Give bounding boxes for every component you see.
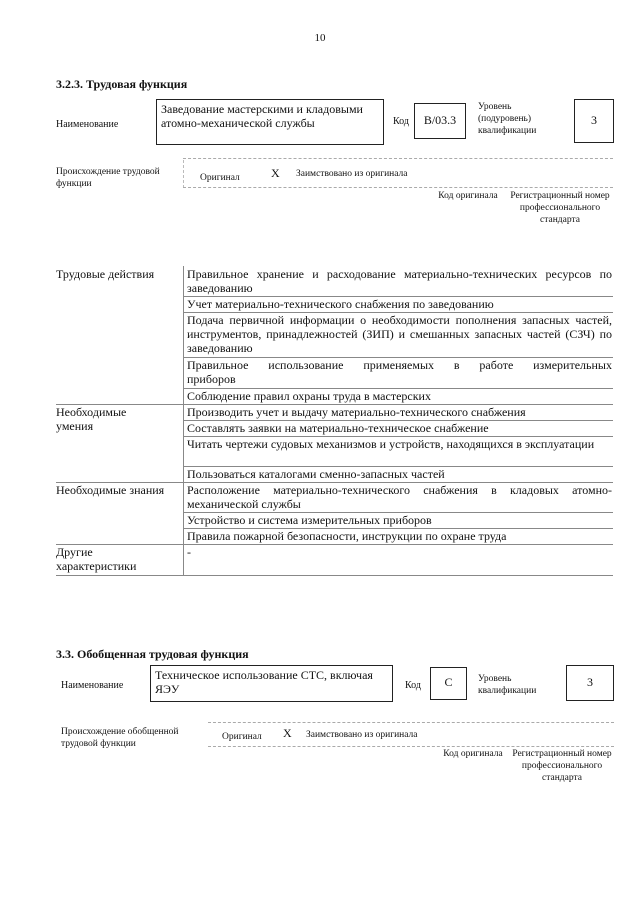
skills-label: Необходимые умения — [56, 405, 127, 433]
reg-number-label: Регистрационный номер профессионального стандарта — [512, 749, 612, 783]
borrowed-label: Заимствовано из оригинала — [296, 169, 408, 179]
code-box: B/03.3 — [414, 103, 466, 139]
name-label: Наименование — [61, 680, 124, 691]
labor-action-item: Подача первичной информации о необходимости пополнения запасных частей, инструментов, принадлежностей (ЗИП) и смешанных запасных частей (СЗЧ) по заведованию — [187, 313, 612, 355]
origin-bottom-rule — [208, 746, 614, 747]
labor-action-item: Учет материально-технического снабжения по заведованию — [187, 297, 494, 311]
name-label: Наименование — [56, 119, 119, 130]
origin-top-rule — [183, 158, 613, 159]
code-label: Код — [393, 116, 409, 127]
code-original-label: Код оригинала — [438, 191, 498, 201]
code-label: Код — [405, 680, 421, 691]
original-label: Оригинал — [222, 732, 262, 742]
skill-item: Производить учет и выдачу материально-технического снабжения — [187, 405, 526, 419]
other-label: Другие характеристики — [56, 545, 137, 573]
labor-action-item: Правильное использование применяемых в работе измерительных приборов — [187, 358, 612, 386]
reg-number-label: Регистрационный номер профессионального стандарта — [510, 191, 610, 225]
code-box: C — [430, 667, 467, 700]
section-heading: 3.3. Обобщенная трудовая функция — [56, 647, 249, 661]
table-bottom-rule — [56, 575, 613, 576]
level-box: 3 — [566, 665, 614, 701]
origin-top-rule — [208, 722, 614, 723]
borrowed-label: Заимствовано из оригинала — [306, 730, 418, 740]
level-box: 3 — [574, 99, 614, 143]
original-mark: X — [271, 166, 280, 180]
labor-actions-label: Трудовые действия — [56, 267, 155, 281]
function-name-box: Заведование мастерскими и кладовыми атомно-механической службы — [156, 99, 384, 145]
section-heading: 3.2.3. Трудовая функция — [56, 77, 188, 91]
level-label: Уровень квалификации — [478, 674, 537, 696]
origin-label: Происхождение трудовой функции — [56, 167, 160, 189]
knowledge-item: Устройство и система измерительных приборов — [187, 513, 432, 527]
skill-item: Пользоваться каталогами сменно-запасных частей — [187, 467, 445, 481]
function-name-box: Техническое использование СТС, включая ЯЭУ — [150, 665, 393, 702]
page-number: 10 — [314, 32, 326, 44]
level-label: Уровень (подуровень) квалификации — [478, 102, 537, 136]
origin-label: Происхождение обобщенной трудовой функции — [61, 727, 179, 749]
original-label: Оригинал — [200, 173, 240, 183]
labor-action-item: Правильное хранение и расходование материально-технических ресурсов по заведованию — [187, 267, 612, 295]
labor-action-item: Соблюдение правил охраны труда в мастерских — [187, 389, 431, 403]
knowledge-item: Расположение материально-технического снабжения в кладовых атомно-механической службы — [187, 483, 612, 511]
code-original-label: Код оригинала — [443, 749, 503, 759]
origin-bottom-rule — [183, 187, 613, 188]
skill-item: Составлять заявки на материально-техническое снабжение — [187, 421, 489, 435]
skill-item: Читать чертежи судовых механизмов и устройств, находящихся в эксплуатации — [187, 437, 595, 451]
original-mark: X — [283, 726, 292, 740]
knowledge-label: Необходимые знания — [56, 483, 165, 497]
knowledge-item: Правила пожарной безопасности, инструкции по охране труда — [187, 529, 507, 543]
origin-divider — [183, 160, 184, 188]
other-value: - — [187, 545, 191, 559]
